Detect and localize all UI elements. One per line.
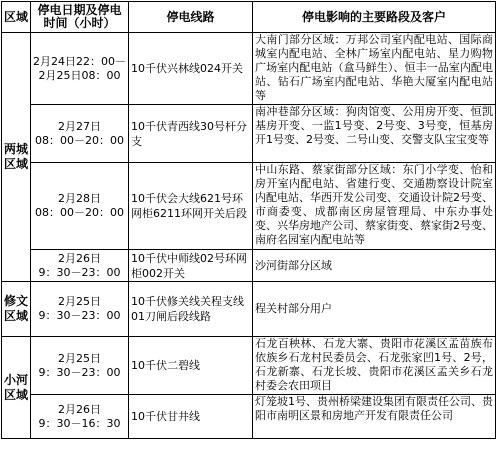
time-text: 2月25日08：00 [38,68,121,82]
time-cell [31,395,129,439]
line-cell: 10千伏会大线621号环网柜6211环网开关后段 [129,163,253,250]
area-cell: 两城区域 [2,33,31,282]
time-text: 08：00－20：00 [35,206,124,219]
table-row [2,250,496,282]
date-text: 2月28日 [58,192,101,205]
header-area: 区域 [2,2,31,33]
power-outage-table [1,1,496,439]
affected-cell: 南冲巷部分区域：狗肉馆变、公用房开变、恒凯基房开变、一监1号变、2号变、3号变，恒基房开1号变、2号变、二号山变、交警支队宝宝变等 [253,105,496,163]
table-row [2,105,496,163]
table-row [2,395,496,439]
time-cell [31,250,129,282]
date-text: 2月27日 [58,119,101,133]
time-cell [31,33,129,105]
table-row [2,163,496,250]
table-row [2,337,496,395]
time-text: 9：30－16：30 [38,416,121,430]
line-cell: 10千伏修关线关程支线01刀闸后段线路 [129,282,253,337]
table-row [2,282,496,337]
time-cell [31,337,129,395]
affected-cell: 灯笼坡1号、贵州桥梁建设集团有限责任公司、贵阳市南明区景和房地产开发有限责任公司 [253,395,496,439]
time-text: 08：00－20：00 [35,133,124,147]
line-cell: 10千伏中师线02号环网柜002开关 [129,250,253,282]
time-cell [31,282,129,337]
area-cell: 小河区域 [2,337,31,439]
time-text: 9：30－23：00 [38,365,121,379]
affected-cell: 中山东路、蔡家街部分区域：东门小学变、怡和房开室内配电站、省建行变、交通勘察设计院室内配电站、华西开发公司变、交通设计院2号变、市商委变、成都南区房屋管理局、中东办事处变、兴华房地产公司、蔡家街变、蔡家街2号变、南府名园室内配电站等 [253,163,496,250]
table-row [2,33,496,105]
date-text: 2月24日22：00－ [33,54,126,68]
date-text: 2月26日 [58,402,101,416]
affected-cell: 沙河街部分区域 [253,250,496,282]
area-cell: 修文区域 [2,282,31,337]
time-text: 9：30－23：00 [38,265,121,279]
header-row [2,2,496,33]
line-cell: 10千伏兴林线024开关 [129,33,253,105]
line-cell: 10千伏二碧线 [129,337,253,395]
affected-cell: 大南门部分区域：万邦公司室内配电站、国际商城室内配电站、全林广场室内配电站、星力购物广场室内配电站（盒马鲜生）、恒丰一品室内配电站、钻石广场室内配电站、华艳大厦室内配电站等 [253,33,496,105]
header-line: 停电线路 [129,2,253,33]
time-cell [31,105,129,163]
line-cell: 10千伏甘井线 [129,395,253,439]
affected-cell: 石龙百秧林、石龙大寨、贵阳市花溪区孟苗族布依族乡石龙村民委员会、石龙张家凹1号、2号，石龙新寨、石龙长坡、贵阳市花溪区孟关乡石龙村委会农田项目 [253,337,496,395]
time-text: 9：30－23：00 [38,309,121,322]
line-cell: 10千伏青西线30号杆分支 [129,105,253,163]
date-text: 2月25日 [58,295,101,308]
time-cell [31,163,129,250]
date-text: 2月25日 [58,351,101,365]
header-affected: 停电影响的主要路段及客户 [253,2,496,33]
affected-cell: 程关村部分用户 [253,282,496,337]
date-text: 2月26日 [58,251,101,265]
header-time: 停电日期及停电时间（小时） [31,2,129,33]
